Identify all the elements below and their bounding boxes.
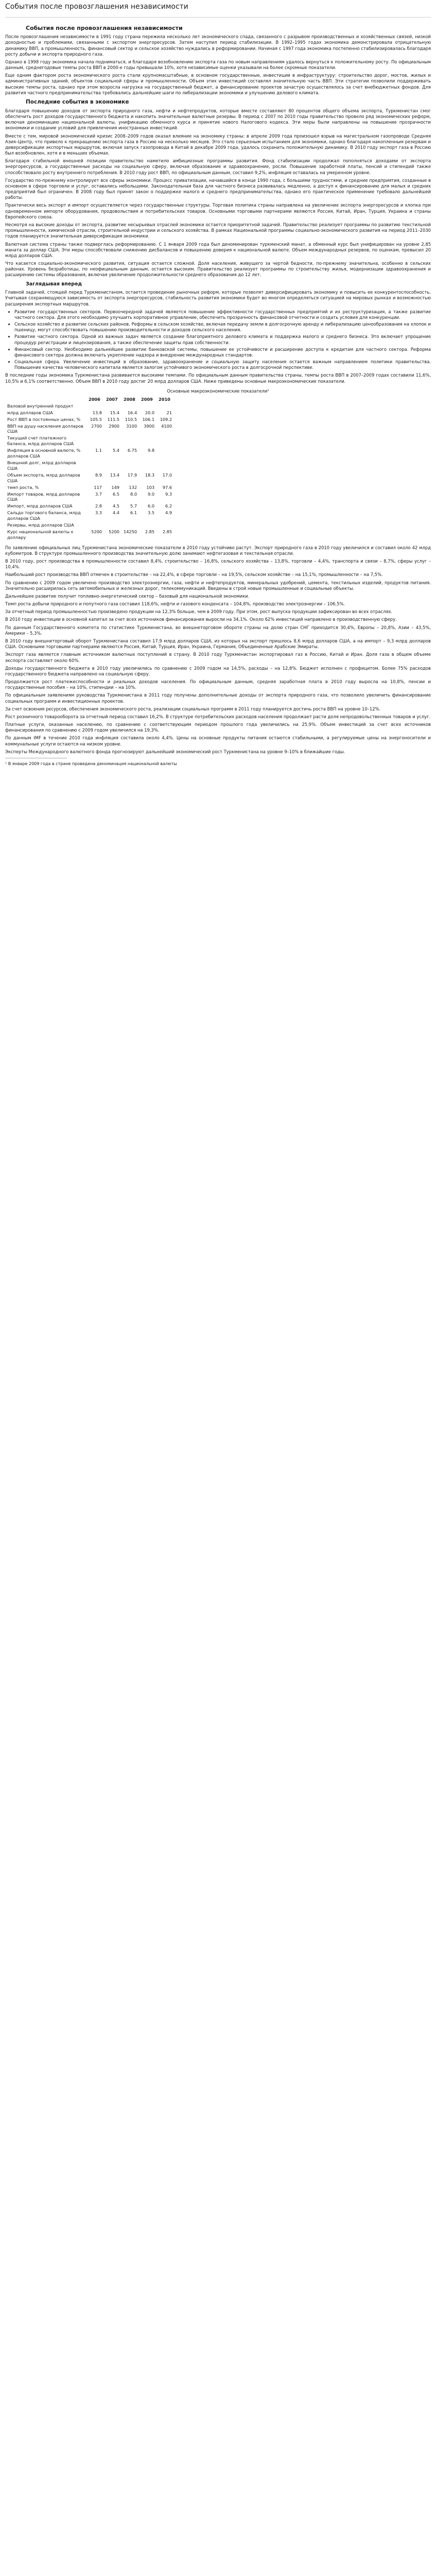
body2-paragraph: Платные услуги, оказанные населению, по сравнению с соответствующим периодом прошлого года увеличились на 25,9%. Объем инвестиций за счет всех источников финансирования по сравнению с 2009 годом увеличился на 19,3%. (5, 722, 431, 733)
indicators-cell (104, 403, 121, 410)
indicators-cell: 4.5 (112, 503, 119, 509)
indicators-row-label: Внешний долг, млрд долларов США (7, 460, 76, 471)
section-paragraph: Валютная система страны также подверглась реформированию. С 1 января 2009 года был деноминирован туркменский манат, а обменный курс был унифицирован на уровне 2,85 маната за доллар США. Эти меры способствовали снижению дисбалансов и повышению доверия к национальной валюте. Объем международных резервов, по оценкам, превысил 20 млрд долларов США. (5, 241, 431, 258)
indicators-row-label: Валовой внутренний продукт (7, 403, 74, 409)
indicators-cell: 105.5 (90, 416, 102, 422)
outlook-intro: Главной задачей, стоящей перед Туркменистаном, остается проведение рыночных реформ, которые позволят диверсифицировать экономику и повысить ее конкурентоспособность. Учитывая сохраняющуюся зависимость от экспорта энергоресурсов, стабильность развития экономики будет во многом определяться ситуацией на мировых рынках и возможностью расширения экспортных маршрутов. (5, 290, 431, 307)
indicators-cell: 21 (166, 410, 172, 415)
indicators-cell: 5.7 (130, 503, 137, 509)
indicators-cell (139, 435, 156, 447)
indicators-cell (156, 460, 174, 472)
outlook-bullet: • Развитие частного сектора. Одной из важных задач является создание благоприятного делового климата и поддержка малого и среднего бизнеса. Это включает упрощение процедур регистрации и лицензирования, а также обеспечение защиты прав собственности. (14, 334, 431, 345)
indicators-row (5, 529, 174, 541)
indicators-cell (86, 460, 104, 472)
indicators-table (5, 396, 174, 541)
indicators-cell: 6.2 (165, 503, 172, 509)
indicators-cell: 9.3 (165, 491, 172, 497)
article-title: События после провозглашения независимости (26, 24, 183, 31)
indicators-cell: 97.6 (162, 484, 172, 490)
indicators-cell: 6.0 (148, 503, 155, 509)
indicators-cell: 2700 (91, 423, 102, 429)
indicators-row (5, 484, 174, 491)
indicators-row (5, 423, 174, 435)
indicators-cell (121, 435, 139, 447)
indicators-cell: 1.1 (95, 448, 102, 453)
indicators-cell: 9.0 (148, 491, 155, 497)
indicators-cell: 14250 (124, 529, 137, 534)
indicators-row (5, 410, 174, 416)
body2-paragraph: Эксперты Международного валютного фонда прогнозируют дальнейший экономический рост Туркменистана на уровне 9–10% в ближайшие годы. (5, 749, 345, 754)
indicators-cell: 3.3 (95, 510, 102, 516)
indicators-row-label: Объем экспорта, млрд долларов США (7, 472, 80, 483)
indicators-row-label: Импорт товаров, млрд долларов США (7, 491, 80, 502)
outlook-bullet: • Сельское хозяйство и развитие сельских районов. Реформы в сельском хозяйстве, включая передачу земли в долгосрочную аренду и либерализацию ценообразования на хлопок и пшеницу, могут способствовать повышению производительности и доходов сельского населения. (14, 321, 431, 333)
indicators-cell: 6.1 (130, 510, 137, 516)
indicators-cell: 6.75 (127, 448, 137, 453)
outlook-bullet: • Финансовый сектор. Необходимо дальнейшее развитие банковской системы, повышение ее устойчивости и расширение доступа к кредитам для частного сектора. Реформа финансового сектора должна включать укрепление надзора и внедрение международных стандартов. (14, 347, 431, 358)
indicators-header-cell: 2006 (89, 396, 100, 402)
indicators-cell (139, 522, 156, 529)
indicators-cell: 5200 (91, 529, 102, 534)
indicators-row-label: Текущий счет платежного баланса, млрд долларов США (7, 435, 74, 447)
indicators-header-row (5, 396, 174, 403)
intro-block (5, 34, 431, 96)
body2-paragraph: Наибольший рост производства ВВП отмечен в строительстве – на 22,4%, в сфере торговли – на 19,5%, сельском хозяйстве – на 15,1%, промышленности – на 7,5%. (5, 572, 383, 578)
indicators-header-cell: 2007 (106, 396, 118, 402)
indicators-cell: 16.4 (127, 410, 137, 415)
body2-paragraph: Дальнейшее развитие получит топливно-энергетический сектор – базовый для национальной экономики. (5, 593, 250, 599)
indicators-cell: 3100 (126, 423, 137, 429)
indicators-cell: 15.4 (110, 410, 119, 415)
indicators-cell: 4.9 (165, 510, 172, 516)
indicators-cell: 20.0 (145, 410, 155, 415)
indicators-row (5, 472, 174, 484)
indicators-cell (156, 403, 174, 410)
indicators-row-label: млрд долларов США (7, 410, 53, 415)
indicators-row (5, 522, 174, 529)
indicators-cell: 8.0 (130, 491, 137, 497)
indicators-cell: 18.3 (145, 472, 155, 478)
indicators-cell: 2.85 (145, 529, 155, 534)
body2-paragraph: Продолжается рост платежеспособности и реальных доходов населения. По официальным данным, средняя заработная плата в 2010 году выросла на 10,8%, пенсии и государственные пособия – на 10%, стипендии – на 10%. (5, 679, 431, 690)
section-paragraph: Вместе с тем, мировой экономический кризис 2008–2009 годов оказал влияние на экономику страны: в апреле 2009 года произошел взрыв на магистральном газопроводе Средняя Азия–Центр, что привело к прекращению экспорта газа в Россию на несколько месяцев. Это стало серьезным испытанием для экономики, однако благодаря накопленным резервам и диверсификации экспортных маршрутов, включая запуск газопровода в Китай в декабре 2009 года, удалось сохранить положительную динамику. В 2010 году экспорт газа в Россию был возобновлен, хотя и в меньших объемах. (5, 133, 431, 156)
section-paragraph: Несмотря на высокие доходы от экспорта, развитие несырьевых отраслей экономики остается приоритетной задачей. Правительство реализует программы по развитию текстильной промышленности, химической отрасли, строительной индустрии и сельского хозяйства. В рамках Национальной программы социально-экономического развития на период 2011–2030 годов планируется значительная диверсификация экономики. (5, 222, 431, 239)
intro-paragraph: Еще одним фактором роста экономического роста стали крупномасштабные, в основном государственные, инвестиции в инфраструктуру: строительство дорог, мостов, жилых и административных зданий, объектов социальной сферы и промышленности. Объем этих инвестиций составлял значительную часть ВВП. Эти стратегии позволили поддерживать высокие темпы роста, однако при этом возросла нагрузка на государственный бюджет, а финансирование проектов зачастую осуществлялось за счет внебюджетных фондов. Для развития частного предпринимательства требовались дальнейшие шаги по либерализации экономики и улучшению делового климата. (5, 73, 431, 95)
indicators-cell (121, 460, 139, 472)
indicators-cell (104, 460, 121, 472)
indicators-cell (139, 403, 156, 410)
indicators-cell: 117 (94, 484, 102, 490)
indicators-header-cell (5, 396, 86, 403)
body2-paragraph: Рост розничного товарооборота за отчетный период составил 16,2%. В структуре потребительских расходов населения продолжает расти доля непродовольственных товаров и услуг. (5, 714, 431, 719)
indicators-cell: 6.5 (112, 491, 119, 497)
indicators-header-cell: 2010 (159, 396, 170, 402)
indicators-cell: 106.1 (142, 416, 155, 422)
indicators-cell: 2900 (109, 423, 119, 429)
body2-paragraph: За отчетный период промышленностью произведено продукции на 12,3% больше, чем в 2009 году. При этом, рост выпуска продукции зафиксирован во всех отраслях. (5, 609, 393, 615)
indicators-row-label: Инфляция в основной валюте, % долларов США (7, 448, 81, 459)
article (5, 17, 431, 767)
section-paragraph: Благодаря повышению доходов от экспорта природного газа, нефти и нефтепродуктов, которые вместе составляют 80 процентов общего объема экспорта, Туркменистан смог обеспечить рост доходов государственного бюджета и накопить значительные валютные резервы. В период с 2007 по 2010 годы правительство провело ряд экономических реформ, включая деноминацию национальной валюты, унификацию обменного курса и принятие нового Налогового кодекса. Эти меры были направлены на повышение прозрачности экономики и создание условий для привлечения иностранных инвестиций. (5, 108, 431, 131)
body2-paragraph: В 2010 году, рост производства в промышленности составил 8,4%, строительство – 16,8%, сельского хозяйства – 13,8%, торговли – 4,4%, транспорта и связи – 8,7%, сферы услуг – 10,4%. (5, 558, 431, 570)
indicators-cell: 149 (111, 484, 119, 490)
body2-paragraph: Экспорт газа является главным источником валютных поступлений в страну. В 2010 году Туркменистан экспортировал газ в Россию, Китай и Иран. Доля газа в общем объеме экспорта составляет около 60%. (5, 652, 431, 663)
indicators-cell: 2.85 (162, 529, 172, 534)
indicators-cell (86, 435, 104, 447)
indicators-cell: 103 (146, 484, 155, 490)
indicators-row-label: темп роста, % (7, 484, 39, 490)
indicators-body (5, 403, 174, 541)
body2-paragraph: По данным IMF в течение 2010 года инфляция составила около 4,4%. Цены на основные продукты питания остаются стабильными, а регулируемые цены на энергоносители и коммунальные услуги остаются на низком уровне. (5, 735, 431, 747)
section-paragraph: Что касается социально-экономического развития, ситуация остается сложной. Доля населения, живущего за чертой бедности, по-прежнему значительна, особенно в сельских районах. Уровень безработицы, по неофициальным данным, остается высоким. Правительство реализует программы по строительству жилья, модернизации здравоохранения и расширению системы образования, включая увеличение продолжительности среднего образования до 12 лет. (5, 261, 431, 278)
body2-paragraph: По заявлению официальных лиц Туркменистана экономические показатели в 2010 году устойчиво растут. Экспорт природного газа в 2010 году увеличился и составил около 42 млрд кубометров. В структуре промышленного производства значительную долю занимают нефтегазовая и текстильная отрасли. (5, 545, 431, 556)
indicators-cell: 8.9 (95, 472, 102, 478)
intro-paragraph: После провозглашения независимости в 1991 году страна пережила несколько лет экономического спада, связанного с разрывом производственных и хозяйственных связей, низкой доходностью и проблемами, связанными с экспортом энергоресурсов. Затем наступил период стабилизации. В 1992–1995 годах экономика демонстрировала отрицательную динамику ВВП, а промышленность, финансовый сектор и сельское хозяйство нуждались в реформировании. Начиная с 1997 года экономика постепенно стабилизировалась благодаря росту добычи и экспорта природного газа. (5, 34, 431, 57)
indicators-row (5, 416, 174, 423)
footnote: ¹ В январе 2009 года в стране проведена деноминация национальной валюты (5, 761, 177, 766)
section-paragraph: Благодаря стабильной внешней позиции правительство наметило амбициозные программы развития. Фонд стабилизации продолжал пополняться доходами от экспорта энергоресурсов, а государственные расходы на социальную сферу, включая образование и здравоохранение, росли. Повышение заработной платы, пенсий и стипендий также способствовало росту внутреннего потребления. В 2010 году рост ВВП, по официальным данным, составил 9,2%, инфляция оставалась на умеренном уровне. (5, 158, 431, 175)
indicators-header-cell: 2009 (141, 396, 153, 402)
body2-paragraph: По данным Государственного комитета по статистике Туркменистана, во внешнеторговом обороте страны на долю стран СНГ приходится 30,4%, Европы – 20,8%, Азии – 43,5%, Америки – 5,3%. (5, 624, 431, 636)
indicators-cell: 5200 (109, 529, 119, 534)
body2-block (5, 545, 431, 755)
outlook-bullet-list (5, 309, 431, 371)
indicators-cell (86, 403, 104, 410)
outlook-title: Заглядывая вперед (26, 281, 82, 287)
indicators-cell: 111.5 (107, 416, 119, 422)
body2-paragraph: Темп роста добычи природного и попутного газа составил 118,6%, нефти и газового конденсата – 104,8%, производство электроэнергии – 106,5%. (5, 601, 345, 607)
outlook-bullet: • Социальная сфера. Увеличение инвестиций в образование, здравоохранение и социальную защиту населения остается важным направлением политики правительства. Повышение качества человеческого капитала является залогом устойчивого экономического роста в долгосрочной перспективе. (14, 359, 431, 370)
indicators-cell: 3.5 (148, 510, 155, 516)
body2-paragraph: По официальным заявлениям руководства Туркменистана в 2011 году получены дополнительные доходы от экспорта природного газа, что позволило увеличить финансирование социальных программ и инвестиционных проектов. (5, 692, 431, 704)
section-title: Последние события в экономике (26, 98, 129, 105)
indicators-cell: 5.4 (112, 448, 119, 453)
section-body (5, 108, 431, 278)
indicators-cell (104, 435, 121, 447)
indicators-row (5, 503, 174, 510)
section-paragraph: Практически весь экспорт и импорт осуществляется через государственные структуры. Торговая политика страны направлена на увеличение экспорта энергоресурсов и хлопка при одновременном импорте оборудования, продовольствия и потребительских товаров. Основными торговыми партнерами являются Россия, Китай, Иран, Турция, Украина и страны Европейского союза. (5, 202, 431, 219)
page-title: События после провозглашения независимости (5, 3, 188, 11)
indicators-row (5, 403, 174, 410)
body2-paragraph: По сравнению с 2009 годом увеличено производство электроэнергии, газа, нефти и нефтепродуктов, минеральных удобрений, цемента, текстильных изделий, продуктов питания. Значительно расширилась сеть автомобильных и железных дорог, телекоммуникаций. Введены в строй новые промышленные и социальные объекты. (5, 580, 431, 591)
body2-paragraph: За счет освоения ресурсов, обеспечения экономического роста, реализации социальных программ в 2011 году планируется достичь роста ВВП на уровне 10–12%. (5, 706, 381, 711)
indicators-row (5, 491, 174, 503)
indicators-cell: 3900 (144, 423, 155, 429)
indicators-cell: 17.9 (127, 472, 137, 478)
indicators-cell: 3.7 (95, 491, 102, 497)
indicators-table-title: Основные макроэкономические показатели¹ (167, 388, 269, 394)
indicators-row (5, 435, 174, 447)
indicators-cell: 109.2 (160, 416, 172, 422)
body2-paragraph: В 2010 году инвестиции в основной капитал за счет всех источников финансирования выросли на 34,1%. Около 62% инвестиций направлено в производственную сферу. (5, 617, 397, 622)
indicators-cell: 132 (129, 484, 137, 490)
intro-paragraph: Однако в 1998 году экономика начала подниматься, и благодаря возобновлению экспорта газа по новым направлениям удалось вернуться к положительному росту. По официальным данным, среднегодовые темпы роста ВВП в 2000-е годы превышали 10%, хотя независимые оценки указывали на более скромные показатели. (5, 59, 431, 71)
indicators-cell (104, 522, 121, 529)
indicators-cell (139, 460, 156, 472)
outlook-bullet: • Развитие государственных секторов. Первоочередной задачей является повышение эффективности государственных предприятий и их реструктуризация, а также развитие частного сектора. Для этого необходимо улучшить корпоративное управление, обеспечить прозрачность финансовой отчетности и создать условия для конкуренции. (14, 309, 431, 320)
indicators-cell (121, 403, 139, 410)
page (0, 2, 436, 767)
indicators-cell: 13.4 (110, 472, 119, 478)
indicators-row-label: Курс национальной валюты к доллару (7, 529, 74, 540)
indicators-cell (156, 447, 174, 460)
indicators-cell (156, 522, 174, 529)
indicators-row (5, 460, 174, 472)
section-paragraph: Государство по-прежнему контролирует все сферы экономики. Процесс приватизации, начавшийся в конце 1990 года, с большими трудностями, и средние предприятия, созданные в основном в сфере торговли и услуг, оставались небольшими. Законодательная база для частного бизнеса развивалась медленно, а доступ к финансированию для малых и средних предприятий был ограничен. В 2008 году был принят закон о поддержке малого и среднего предпринимательства, однако его практическое применение требовало дальнейшей работы. (5, 177, 431, 200)
indicators-cell (121, 522, 139, 529)
indicators-row-label: Сальдо торгового баланса, млрд долларов США (7, 510, 81, 521)
indicators-cell: 4.4 (112, 510, 119, 516)
indicators-row-label: ВВП на душу населения долларов США (7, 423, 83, 434)
body2-paragraph: Доходы государственного бюджета в 2010 году увеличились по сравнению с 2009 годом на 14,5%, расходы – на 12,8%. Бюджет исполнен с профицитом. Более 75% расходов государственного бюджета направлено на социальную сферу. (5, 665, 431, 676)
indicators-cell: 110.5 (125, 416, 137, 422)
indicators-cell: 17.0 (162, 472, 172, 478)
indicators-cell (86, 522, 104, 529)
indicators-row-label: Импорт, млрд долларов США (7, 503, 73, 509)
outlook-closing: В последние годы экономика Туркменистана развивается высокими темпами. По официальным данным правительства страны, темпы роста ВВП в 2007–2009 годах составили 11,6%, 10,5% и 6,1% соответственно. Объем ВВП в 2010 году достиг 20 млрд долларов США. Ниже приведены основные макроэкономические показатели. (5, 372, 431, 384)
indicators-row (5, 510, 174, 522)
indicators-row (5, 447, 174, 460)
indicators-row-label: Резервы, млрд долларов США (7, 522, 74, 528)
indicators-header-cell: 2008 (124, 396, 135, 402)
body2-paragraph: В 2010 году внешнеторговый оборот Туркменистана составил 17,9 млрд долларов США, из которых на экспорт пришлось 8,6 млрд долларов США, а на импорт – 9,3 млрд долларов США. Основными торговыми партнерами являются Россия, Китай, Турция, Иран, Украина, Германия, Объединенные Арабские Эмираты. (5, 638, 431, 650)
indicators-cell: 4100 (161, 423, 172, 429)
indicators-cell (156, 435, 174, 447)
indicators-cell: 2.8 (95, 503, 102, 509)
indicators-row-label: Рост ВВП в постоянных ценах, % (7, 416, 81, 422)
indicators-cell: 9.8 (148, 448, 155, 453)
indicators-cell: 13.8 (92, 410, 102, 415)
